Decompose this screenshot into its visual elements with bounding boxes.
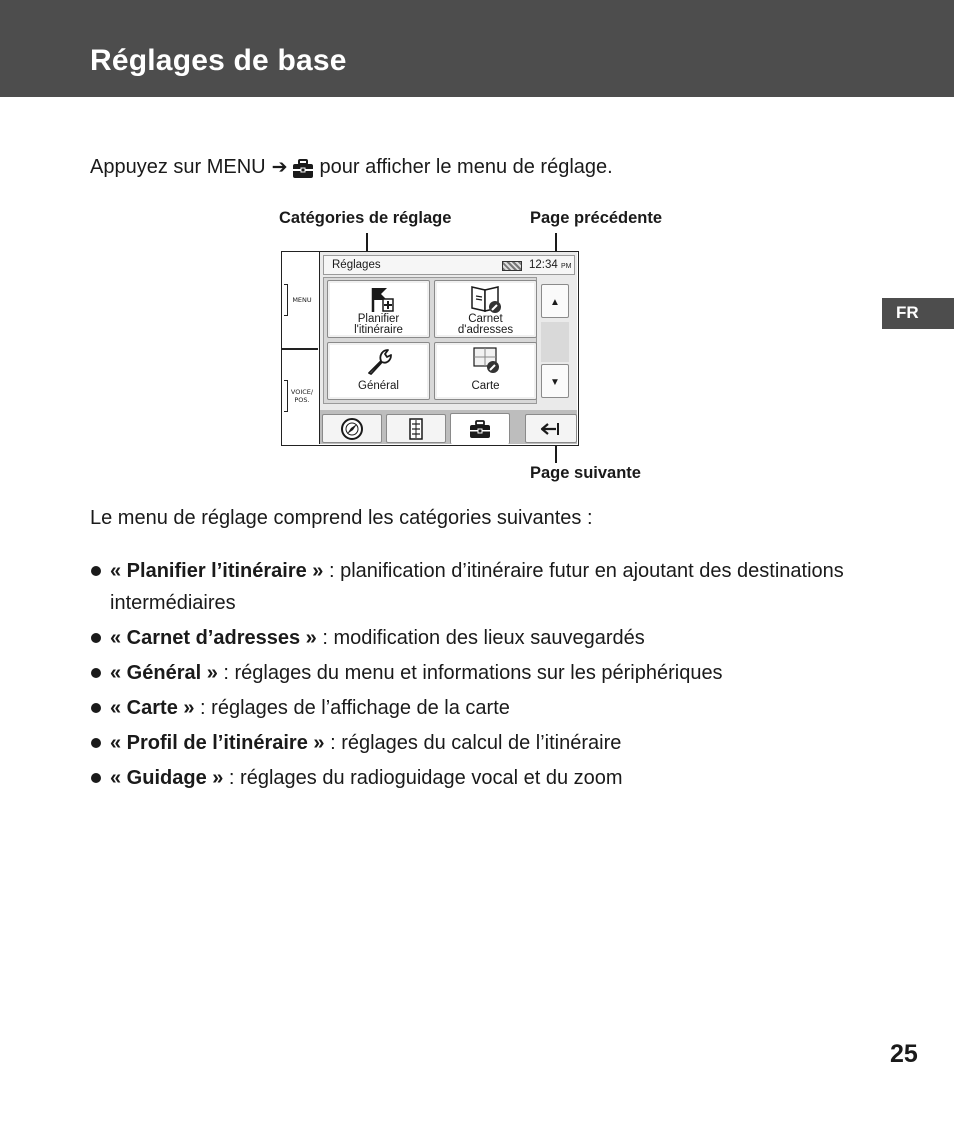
list-item-term: « Carte » — [110, 697, 195, 719]
list-item-desc: : modification des lieux sauvegardés — [316, 627, 645, 649]
tile-label-line2: l'itinéraire — [354, 324, 403, 336]
map-icon — [468, 346, 504, 376]
tile-plan-route[interactable] — [327, 280, 430, 338]
tile-label-line1: Carnet — [468, 313, 503, 325]
compass-icon — [339, 417, 365, 441]
tile-label-line2: d'adresses — [457, 324, 514, 336]
voice-label-line1: VOICE/ — [290, 388, 314, 396]
screen-title: Réglages — [332, 259, 381, 271]
settings-category-grid — [323, 277, 537, 404]
intro-before: Appuyez sur MENU — [90, 156, 266, 178]
arrow-icon: ➔ — [271, 157, 288, 178]
page-title: Réglages de base — [90, 44, 347, 77]
intro-paragraph — [90, 156, 613, 179]
list-item-term: « Carnet d’adresses » — [110, 627, 317, 649]
voice-pos-hardware-button[interactable] — [284, 380, 288, 412]
nav-compass-button[interactable] — [322, 414, 382, 443]
address-book-icon — [468, 284, 504, 314]
hardware-divider — [282, 348, 318, 350]
nav-list-button[interactable] — [386, 414, 446, 443]
lead-paragraph: Le menu de réglage comprend les catégories suivantes : — [90, 507, 593, 529]
list-item-term: « Général » — [110, 662, 218, 684]
clock-time: 12:34 — [529, 259, 558, 271]
menu-hardware-button[interactable] — [284, 284, 288, 316]
bottom-navigation-bar — [320, 410, 577, 444]
device-display — [320, 252, 577, 444]
tile-label-line1: Planifier — [357, 313, 400, 325]
callout-categories: Catégories de réglage — [279, 209, 452, 227]
list-item-desc: : réglages du menu et informations sur les périphériques — [217, 662, 723, 684]
status-bar — [323, 255, 575, 275]
list-item — [90, 762, 850, 794]
page-up-button[interactable]: ▲ — [541, 284, 569, 318]
list-item — [90, 622, 850, 654]
list-item — [90, 657, 850, 689]
list-item — [90, 727, 850, 759]
tile-address-book[interactable] — [434, 280, 537, 338]
list-item-term: « Planifier l’itinéraire » — [110, 560, 324, 582]
intro-after: pour afficher le menu de réglage. — [319, 156, 613, 178]
list-item-desc: : planification d’itinéraire futur en ajoutant des destinations intermédiaires — [110, 560, 844, 614]
battery-icon — [502, 261, 522, 271]
back-icon — [538, 417, 564, 441]
page-number: 25 — [890, 1040, 918, 1068]
tile-label-line1: Général — [358, 380, 399, 392]
callout-next-page: Page suivante — [530, 464, 641, 482]
page-down-button[interactable]: ▼ — [541, 364, 569, 398]
list-item — [90, 555, 850, 619]
nav-back-button[interactable] — [525, 414, 577, 443]
page-scroll-track — [541, 322, 569, 362]
voice-pos-hardware-label — [290, 388, 314, 404]
list-icon — [403, 417, 429, 441]
category-list — [90, 555, 850, 797]
list-item-term: « Guidage » — [110, 767, 224, 789]
clock-ampm: PM — [560, 263, 572, 270]
list-item-desc: : réglages de l’affichage de la carte — [194, 697, 510, 719]
nav-settings-button[interactable] — [450, 413, 510, 444]
wrench-icon — [361, 346, 397, 376]
status-clock — [529, 259, 571, 271]
list-item-desc: : réglages du calcul de l’itinéraire — [324, 732, 622, 754]
toolbox-icon — [467, 417, 493, 441]
flag-plus-icon — [361, 284, 397, 314]
list-item-term: « Profil de l’itinéraire » — [110, 732, 325, 754]
toolbox-icon — [292, 159, 314, 179]
tile-map[interactable] — [434, 342, 537, 400]
device-screen-illustration — [281, 251, 579, 446]
hardware-button-column — [282, 252, 320, 444]
tile-general[interactable] — [327, 342, 430, 400]
callout-prev-page: Page précédente — [530, 209, 663, 227]
list-item-desc: : réglages du radioguidage vocal et du zoom — [223, 767, 623, 789]
voice-label-line2: POS. — [294, 396, 310, 404]
language-tab: FR — [882, 298, 954, 329]
menu-hardware-label: MENU — [292, 296, 312, 304]
list-item — [90, 692, 850, 724]
tile-label-line1: Carte — [471, 380, 500, 392]
